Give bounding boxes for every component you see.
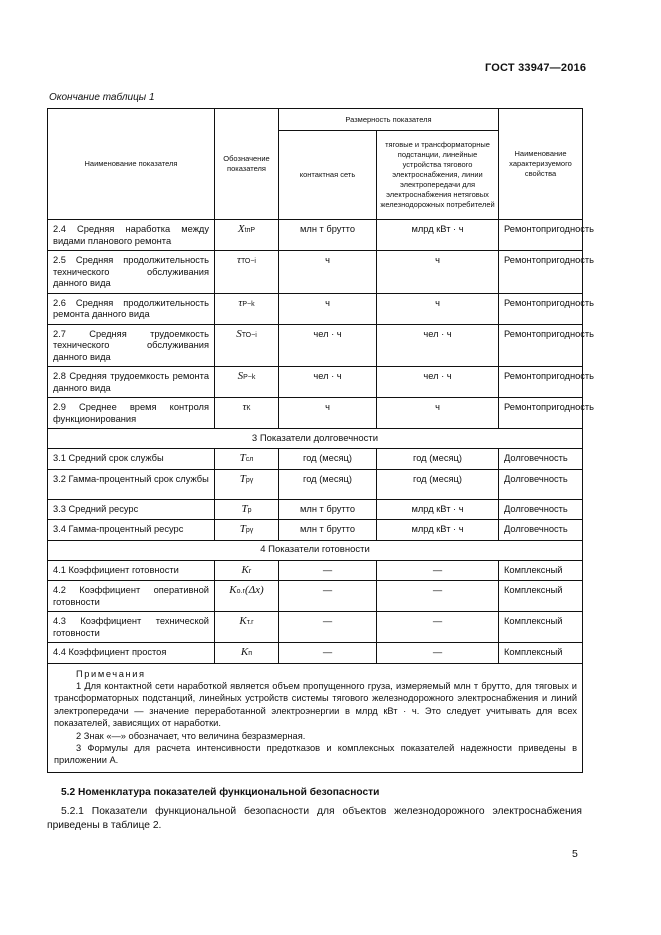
indicator-name: 4.3 Коэффициент технической готовности [48, 612, 215, 643]
table-row [48, 581, 583, 612]
table-header-row [48, 109, 583, 131]
property: Долговечность [499, 520, 583, 541]
substation-unit: — [377, 612, 499, 643]
table-row [48, 560, 583, 581]
indicator-symbol: τК [215, 398, 279, 429]
substation-unit: год (месяц) [377, 449, 499, 470]
table-row [48, 324, 583, 367]
contact-unit: — [279, 560, 377, 581]
table-row [48, 643, 583, 664]
indicator-name: 4.4 Коэффициент простоя [48, 643, 215, 664]
substation-unit: ч [377, 398, 499, 429]
contact-unit: чел · ч [279, 367, 377, 398]
substation-unit: чел · ч [377, 324, 499, 367]
indicator-name: 4.2 Коэффициент оперативной готовности [48, 581, 215, 612]
indicator-symbol: Tрγ [215, 520, 279, 541]
indicator-symbol: Kп [215, 643, 279, 664]
indicator-symbol: Tсл [215, 449, 279, 470]
contact-unit: ч [279, 398, 377, 429]
property: Комплексный [499, 612, 583, 643]
indicator-name: 2.7 Средняя трудоемкость технического обслуживания данного вида [48, 324, 215, 367]
indicator-name: 3.3 Средний ресурс [48, 499, 215, 520]
header-substations: тяговые и трансформаторные подстанции, линейные устройства тягового электроснабжения, линии электропередачи для электроснабжения нетяговых железнодорожных потребителей [377, 131, 499, 220]
indicator-name: 2.5 Средняя продолжительность технического обслуживания данного вида [48, 251, 215, 294]
property: Ремонтопригодность [499, 367, 583, 398]
property: Долговечность [499, 499, 583, 520]
page-number: 5 [572, 848, 578, 860]
substation-unit: ч [377, 293, 499, 324]
property: Комплексный [499, 560, 583, 581]
indicator-name: 2.8 Средняя трудоемкость ремонта данного вида [48, 367, 215, 398]
indicator-symbol: Tрγ [215, 469, 279, 499]
table-notes [48, 663, 583, 772]
note-2: 2 Знак «—» обозначает, что величина безразмерная. [76, 730, 306, 741]
indicator-name: 2.9 Среднее время контроля функционирования [48, 398, 215, 429]
property: Долговечность [499, 449, 583, 470]
indicator-name: 2.6 Средняя продолжительность ремонта данного вида [48, 293, 215, 324]
property: Ремонтопригодность [499, 251, 583, 294]
table-notes-row [48, 663, 583, 772]
table-row [48, 293, 583, 324]
table-row [48, 367, 583, 398]
header-name: Наименование показателя [48, 109, 215, 220]
table-row [48, 469, 583, 499]
indicator-name: 3.4 Гамма-процентный ресурс [48, 520, 215, 541]
substation-unit: млрд кВт · ч [377, 220, 499, 251]
indicator-symbol: XtпР [215, 220, 279, 251]
property: Ремонтопригодность [499, 324, 583, 367]
header-dimension: Размерность показателя [279, 109, 499, 131]
table-row [48, 251, 583, 294]
note-1: 1 Для контактной сети наработкой является объем пропущенного груза, измеряемый млн т брутто, для тяговых и трансформаторных подстанций, линейных устройств системы тягового железнодорожного электроснабжения и линий электропередачи — значение переработанной электроэнергии в млрд кВт · ч. Это следует учитывать для всех показателей, зависящих от наработки. [54, 680, 578, 729]
standard-number: ГОСТ 33947—2016 [485, 62, 587, 74]
substation-unit: — [377, 643, 499, 664]
section-title: 4 Показатели готовности [48, 540, 583, 560]
indicator-symbol: SТО−i [215, 324, 279, 367]
section-header-durability [48, 429, 583, 449]
contact-unit: млн т брутто [279, 499, 377, 520]
substation-unit: млрд кВт · ч [377, 520, 499, 541]
property: Долговечность [499, 469, 583, 499]
indicator-symbol: SР−k [215, 367, 279, 398]
contact-unit: ч [279, 251, 377, 294]
indicator-name: 2.4 Средняя наработка между видами планового ремонта [48, 220, 215, 251]
indicator-name: 3.2 Гамма-процентный срок службы [48, 469, 215, 499]
contact-unit: — [279, 643, 377, 664]
indicator-symbol: Kт.г [215, 612, 279, 643]
note-3: 3 Формулы для расчета интенсивности предотказов и комплексных показателей надежности приведены в приложении А. [54, 742, 578, 766]
contact-unit: млн т брутто [279, 220, 377, 251]
indicator-symbol: τТО−i [215, 251, 279, 294]
table-row [48, 220, 583, 251]
contact-unit: год (месяц) [279, 449, 377, 470]
notes-title: Примечания [76, 668, 146, 679]
indicator-symbol: Kг [215, 560, 279, 581]
table-row [48, 612, 583, 643]
table-row [48, 520, 583, 541]
header-property: Наименование характеризуемого свойства [499, 109, 583, 220]
substation-unit: — [377, 581, 499, 612]
contact-unit: год (месяц) [279, 469, 377, 499]
contact-unit: млн т брутто [279, 520, 377, 541]
substation-unit: ч [377, 251, 499, 294]
header-symbol: Обозначение показателя [215, 109, 279, 220]
property: Ремонтопригодность [499, 293, 583, 324]
property: Ремонтопригодность [499, 220, 583, 251]
header-contact-network: контактная сеть [279, 131, 377, 220]
section-title: 3 Показатели долговечности [48, 429, 583, 449]
substation-unit: чел · ч [377, 367, 499, 398]
paragraph-5-2-1: 5.2.1 Показатели функциональной безопасности для объектов железнодорожного электроснабжения приведены в таблице 2. [47, 806, 582, 831]
property: Ремонтопригодность [499, 398, 583, 429]
indicator-symbol: Tр [215, 499, 279, 520]
contact-unit: ч [279, 293, 377, 324]
indicator-name: 3.1 Средний срок службы [48, 449, 215, 470]
substation-unit: — [377, 560, 499, 581]
table-row [48, 499, 583, 520]
substation-unit: год (месяц) [377, 469, 499, 499]
indicator-name: 4.1 Коэффициент готовности [48, 560, 215, 581]
section-heading-5-2: 5.2 Номенклатура показателей функциональной безопасности [61, 787, 380, 798]
indicator-symbol: τР−k [215, 293, 279, 324]
property: Комплексный [499, 581, 583, 612]
substation-unit: млрд кВт · ч [377, 499, 499, 520]
table-continuation-caption: Окончание таблицы 1 [49, 92, 155, 103]
indicator-symbol: Kо.г(Δx) [215, 581, 279, 612]
table-row [48, 449, 583, 470]
reliability-indicators-table [47, 108, 595, 773]
property: Комплексный [499, 643, 583, 664]
contact-unit: — [279, 612, 377, 643]
section-header-availability [48, 540, 583, 560]
table-row [48, 398, 583, 429]
contact-unit: чел · ч [279, 324, 377, 367]
contact-unit: — [279, 581, 377, 612]
